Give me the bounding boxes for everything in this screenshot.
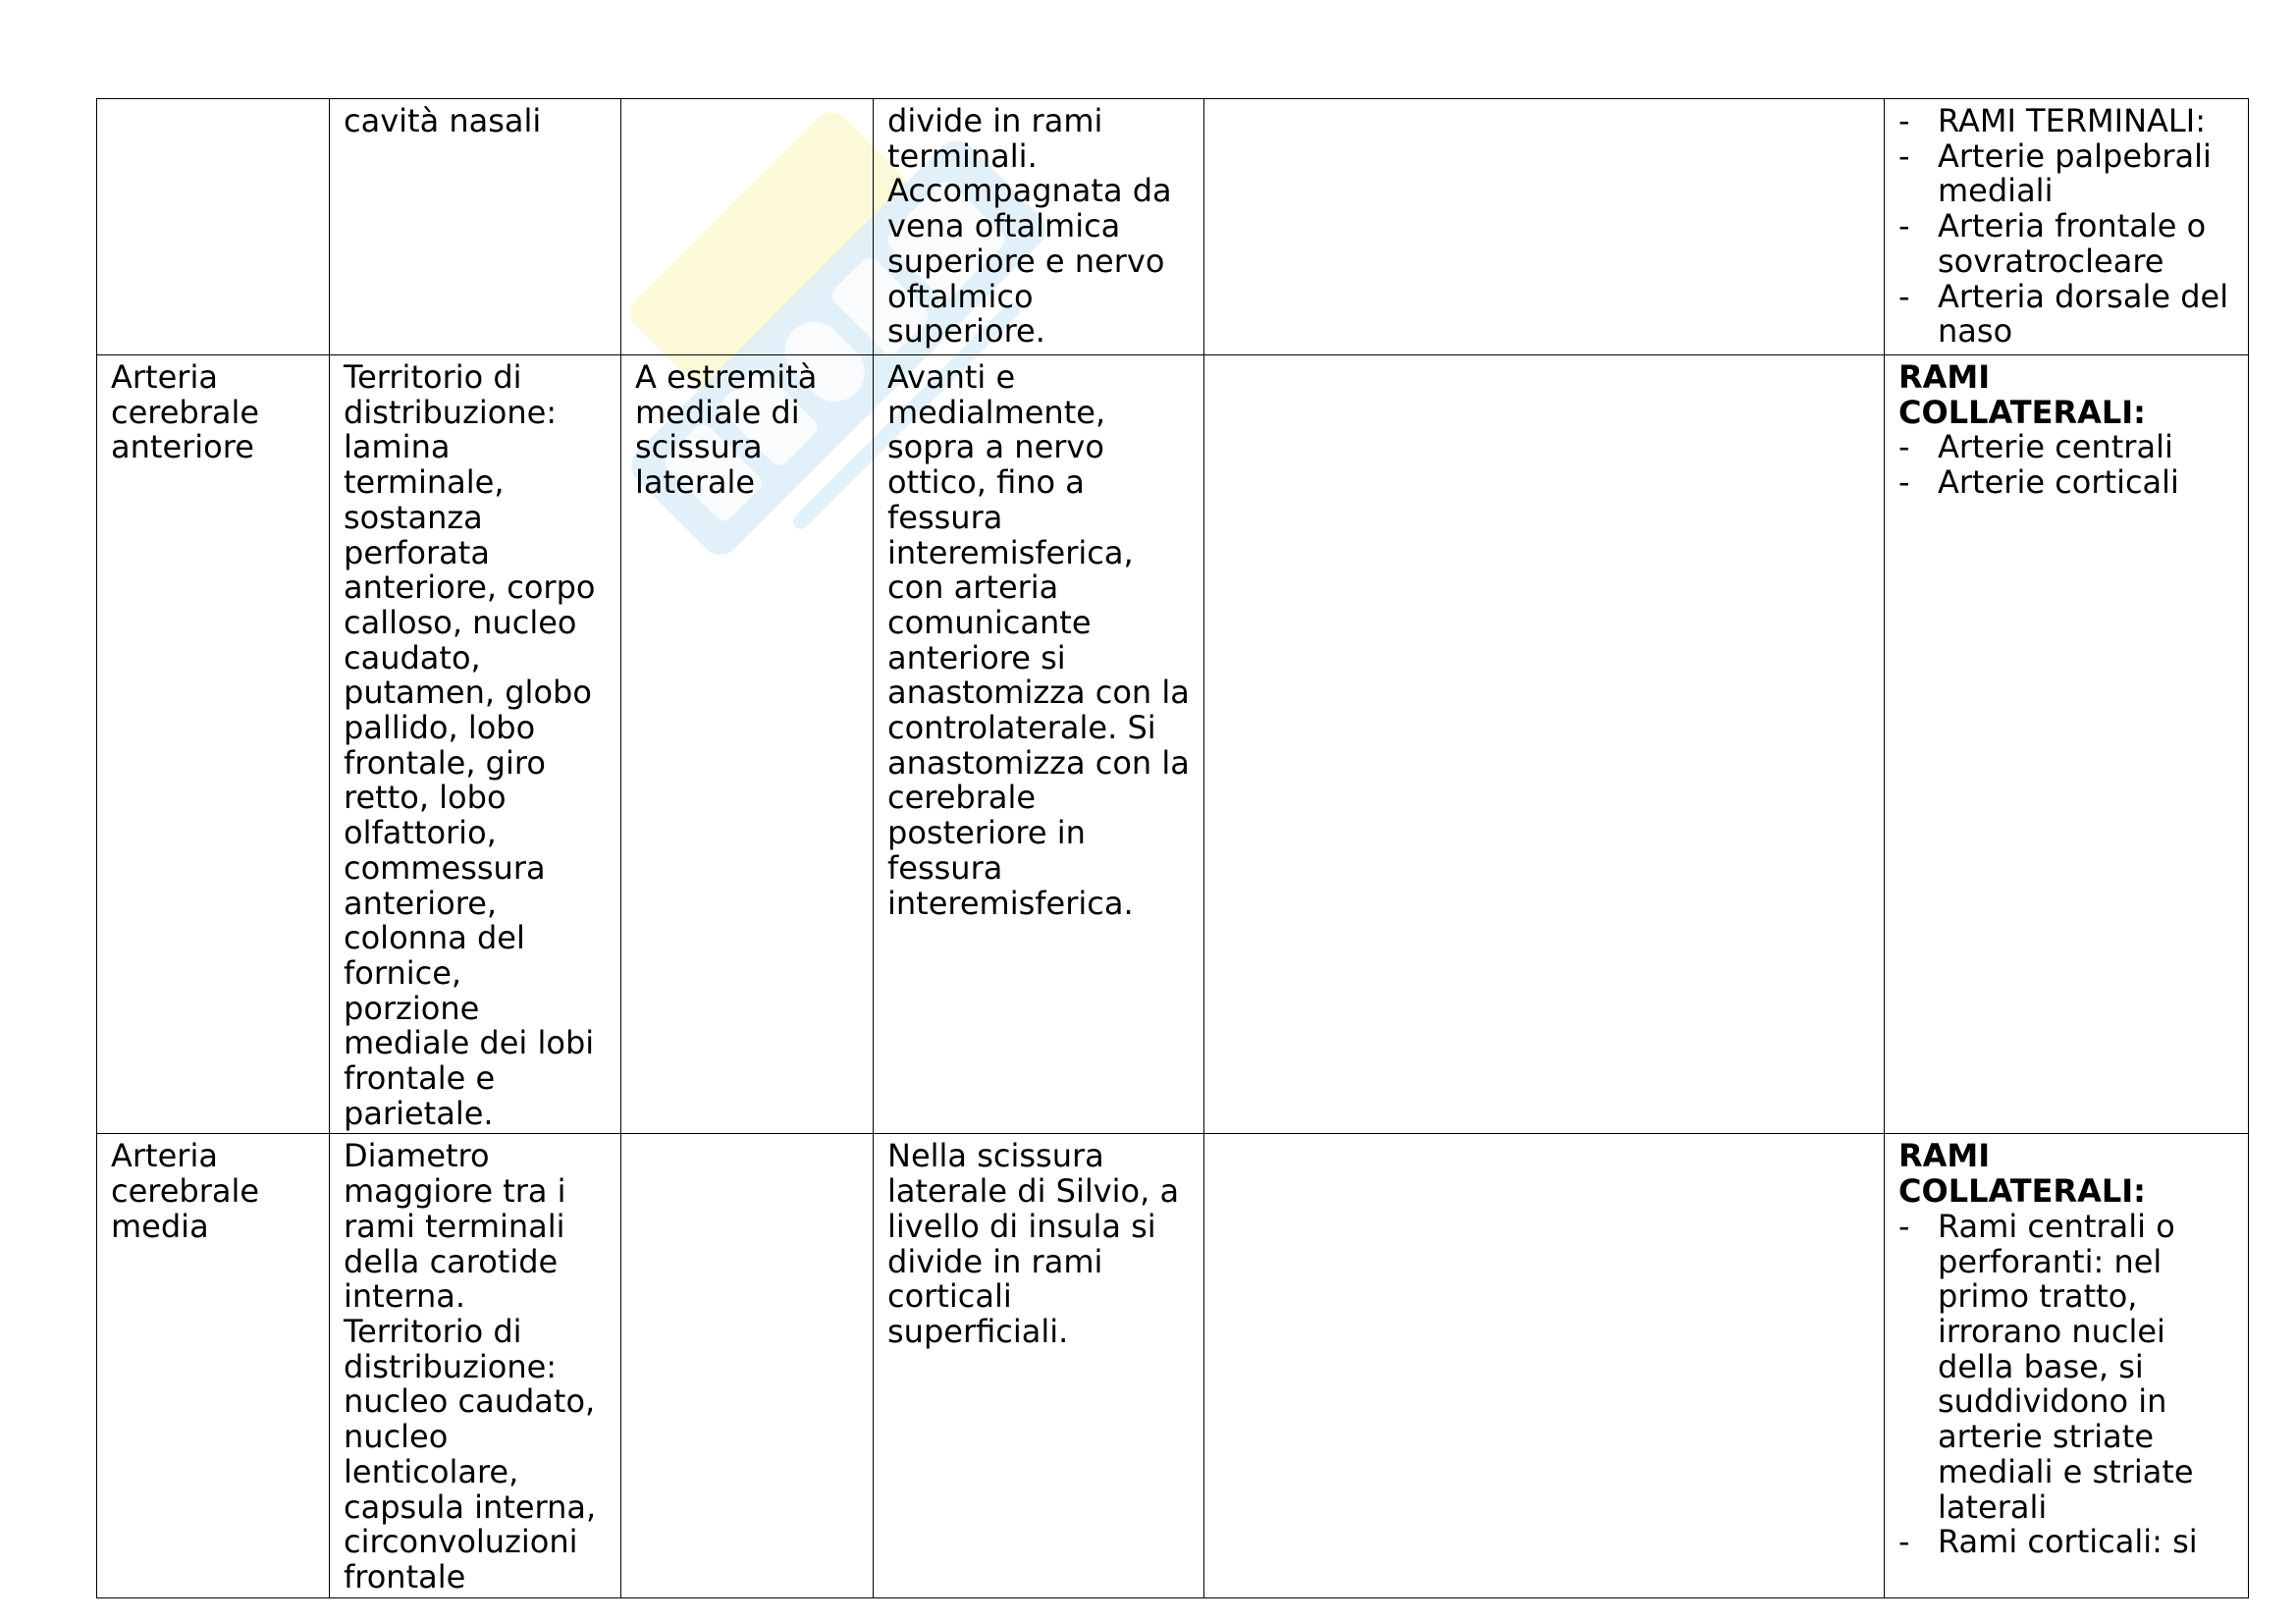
cell-empty [1204, 355, 1885, 1134]
table-row [97, 355, 2249, 1134]
cell-territory [330, 99, 621, 355]
cell-text: cavità nasali [344, 102, 542, 139]
table-row [97, 1134, 2249, 1597]
list-item-text: RAMI TERMINALI: [1938, 102, 2206, 139]
list-dash: - [1898, 428, 1910, 466]
list-dash: - [1898, 277, 1910, 315]
list-dash: - [1898, 136, 1910, 175]
cell-territory [330, 355, 621, 1134]
list-dash: - [1898, 102, 1910, 139]
cell-origin [621, 1134, 874, 1597]
cell-text: Arteria cerebrale media [111, 1137, 260, 1245]
cell-text: A estremità mediale di scissura laterale [635, 358, 818, 502]
list-dash: - [1898, 207, 1910, 245]
cell-artery-name [97, 1134, 330, 1597]
cell-territory [330, 1134, 621, 1597]
branches-heading: RAMI COLLATERALI: [1898, 358, 2146, 431]
list-item-text: Arterie palpebrali mediali [1938, 136, 2212, 210]
cell-text: Nella scissura laterale di Silvio, a livello di insula si divide in rami corticali superficiali. [887, 1137, 1180, 1350]
cell-branches [1885, 99, 2249, 355]
cell-course [874, 355, 1204, 1134]
list-item-text: Rami corticali: si [1938, 1523, 2198, 1561]
list-item [1898, 1525, 2234, 1560]
cell-empty [1204, 99, 1885, 355]
list-item-text: Arterie centrali [1938, 428, 2173, 466]
cell-course [874, 99, 1204, 355]
cell-text: Diametro maggiore tra i rami terminali della carotide interna. Territorio di distribuzione: nucleo caudato, nucleo lenticolare, capsula interna, circonvoluzioni frontale [344, 1137, 597, 1596]
list-item-text: Rami centrali o perforanti: nel primo tratto, irrorano nuclei della base, si suddividono in arterie striate mediali e striate laterali [1938, 1207, 2194, 1526]
cell-empty [1204, 1134, 1885, 1597]
cell-text: Avanti e medialmente, sopra a nervo ottico, fino a fessura interemisferica, con arteria comunicante anteriore si anastomizza con la controlaterale. Si anastomizza con la cerebrale posteriore in fessura interemisferica. [887, 358, 1190, 922]
cell-origin [621, 355, 874, 1134]
list-item [1898, 430, 2234, 465]
list-dash: - [1898, 1207, 1910, 1245]
list-item [1898, 209, 2234, 279]
branch-list [1898, 104, 2234, 350]
cell-text: Arteria cerebrale anteriore [111, 358, 260, 466]
list-item-text: Arterie corticali [1938, 463, 2179, 502]
cell-origin [621, 99, 874, 355]
arteries-table [96, 98, 2249, 1598]
cell-branches [1885, 1134, 2249, 1597]
cell-text: divide in rami terminali. Accompagnata da vena oftalmica superiore e nervo oftalmico superiore. [887, 102, 1172, 351]
cell-artery-name [97, 355, 330, 1134]
branches-heading: RAMI COLLATERALI: [1898, 1137, 2146, 1211]
list-item [1898, 1207, 2234, 1526]
list-item [1898, 277, 2234, 351]
list-dash: - [1898, 1523, 1910, 1561]
list-item-text: Arteria frontale o sovratrocleare [1938, 207, 2207, 280]
cell-text: Territorio di distribuzione: lamina terminale, sostanza perforata anteriore, corpo calloso, nucleo caudato, putamen, globo pallido, lobo frontale, giro retto, lobo olfattorio, commessura anteriore, colonna del fornice, porzione mediale dei lobi frontale e parietale. [344, 358, 596, 1132]
list-item [1898, 465, 2234, 501]
table-row [97, 99, 2249, 355]
branch-list [1898, 1207, 2234, 1561]
list-item-text: Arteria dorsale del naso [1938, 277, 2229, 351]
branch-list [1898, 430, 2234, 500]
cell-course [874, 1134, 1204, 1597]
list-dash: - [1898, 463, 1910, 502]
list-item [1898, 104, 2234, 139]
cell-branches [1885, 355, 2249, 1134]
cell-artery-name [97, 99, 330, 355]
list-item [1898, 136, 2234, 210]
